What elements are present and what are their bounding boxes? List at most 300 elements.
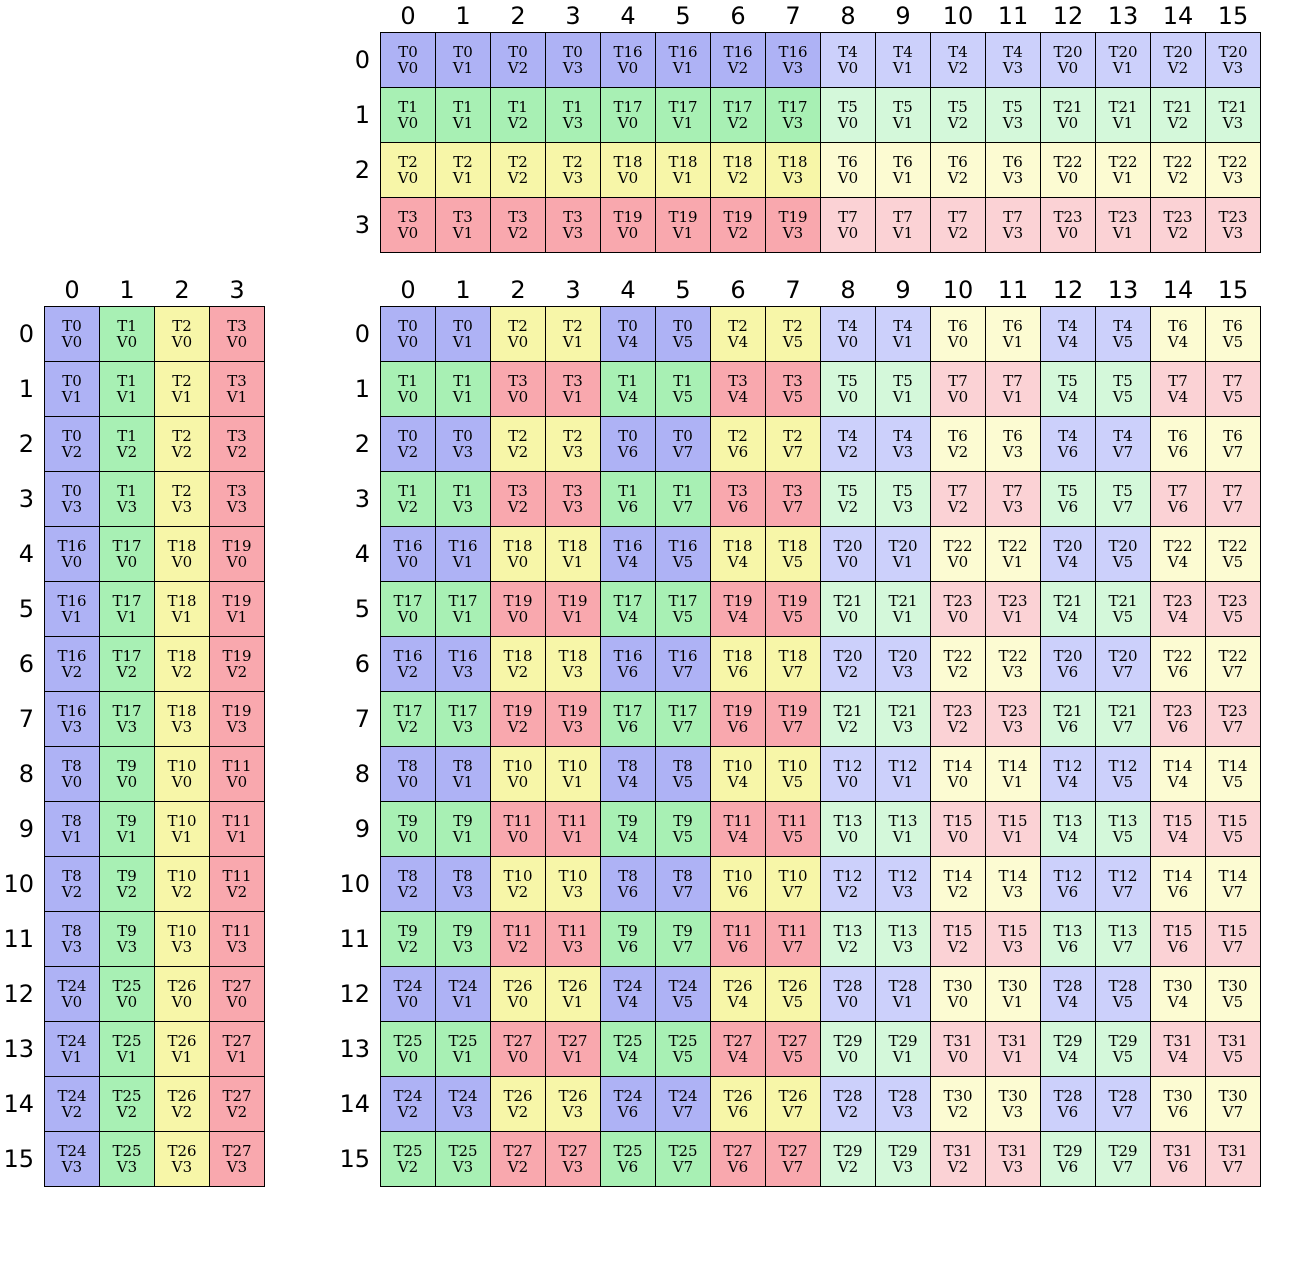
value-label: V1 xyxy=(892,828,914,846)
value-label: V5 xyxy=(1112,993,1134,1011)
thread-label: T1 xyxy=(117,371,137,390)
value-label: V0 xyxy=(397,828,419,846)
top-grid-col-header: 4 xyxy=(620,2,636,30)
left-grid-cell xyxy=(100,362,155,417)
value-label: V2 xyxy=(226,663,248,681)
thread-label: T8 xyxy=(453,866,473,885)
value-label: V1 xyxy=(672,169,694,187)
thread-label: T29 xyxy=(888,1031,918,1050)
thread-label: T4 xyxy=(893,316,913,335)
main-grid-cell xyxy=(986,417,1041,472)
main-grid-cell xyxy=(1151,472,1206,527)
main-grid-cell xyxy=(766,1022,821,1077)
value-label: V0 xyxy=(397,333,419,351)
main-grid-cell xyxy=(931,362,986,417)
main-grid-row-header: 5 xyxy=(354,595,370,623)
main-grid-row-header: 9 xyxy=(354,815,370,843)
thread-label: T26 xyxy=(503,1086,533,1105)
main-grid-cell xyxy=(986,967,1041,1022)
value-label: V1 xyxy=(452,828,474,846)
thread-label: T29 xyxy=(888,1141,918,1160)
thread-label: T19 xyxy=(778,591,808,610)
thread-label: T6 xyxy=(1168,426,1188,445)
left-grid-cell xyxy=(155,362,210,417)
main-grid-cell xyxy=(931,1132,986,1187)
main-grid-cell xyxy=(766,637,821,692)
thread-label: T3 xyxy=(398,207,418,226)
main-grid-cell xyxy=(546,417,601,472)
top-grid-cell xyxy=(656,33,711,88)
top-grid-col-header: 0 xyxy=(400,2,416,30)
main-grid-cell xyxy=(876,527,931,582)
thread-label: T19 xyxy=(222,701,252,720)
thread-label: T20 xyxy=(1108,646,1138,665)
value-label: V3 xyxy=(116,498,138,516)
value-label: V0 xyxy=(397,553,419,571)
value-label: V1 xyxy=(892,608,914,626)
left-grid-row-header: 7 xyxy=(18,705,34,733)
value-label: V1 xyxy=(1112,59,1134,77)
thread-label: T18 xyxy=(503,646,533,665)
left-grid-row xyxy=(0,307,265,362)
value-label: V3 xyxy=(1222,169,1244,187)
value-label: V4 xyxy=(1057,828,1079,846)
main-grid-cell xyxy=(381,1077,436,1132)
main-grid-cell xyxy=(1151,747,1206,802)
value-label: V0 xyxy=(837,773,859,791)
value-label: V7 xyxy=(782,718,804,736)
main-grid-cell xyxy=(711,967,766,1022)
value-label: V1 xyxy=(452,993,474,1011)
top-grid-cell xyxy=(931,88,986,143)
main-grid-cell xyxy=(766,802,821,857)
left-grid-row-header: 14 xyxy=(3,1090,34,1118)
thread-label: T6 xyxy=(948,426,968,445)
thread-label: T7 xyxy=(893,207,913,226)
thread-label: T20 xyxy=(1218,42,1248,61)
value-label: V0 xyxy=(1057,114,1079,132)
thread-label: T7 xyxy=(948,207,968,226)
value-label: V7 xyxy=(1112,663,1134,681)
top-grid-cell xyxy=(766,88,821,143)
value-label: V1 xyxy=(1002,333,1024,351)
top-grid-cell xyxy=(601,33,656,88)
main-grid-cell xyxy=(711,1077,766,1132)
value-label: V5 xyxy=(1222,608,1244,626)
main-grid-cell xyxy=(436,527,491,582)
value-label: V7 xyxy=(672,663,694,681)
left-grid-cell xyxy=(155,912,210,967)
left-grid-cell xyxy=(100,747,155,802)
main-grid-col-header: 5 xyxy=(675,276,691,304)
thread-label: T17 xyxy=(393,591,423,610)
value-label: V0 xyxy=(397,608,419,626)
thread-label: T12 xyxy=(1053,756,1083,775)
thread-label: T5 xyxy=(1058,481,1078,500)
left-grid-cell xyxy=(155,417,210,472)
value-label: V3 xyxy=(452,883,474,901)
value-label: V2 xyxy=(507,1103,529,1121)
thread-label: T14 xyxy=(1218,756,1248,775)
value-label: V2 xyxy=(116,1103,138,1121)
value-label: V3 xyxy=(61,718,83,736)
thread-label: T20 xyxy=(1108,536,1138,555)
thread-label: T22 xyxy=(1163,646,1193,665)
value-label: V2 xyxy=(507,663,529,681)
main-grid-cell xyxy=(986,912,1041,967)
thread-label: T24 xyxy=(57,1086,87,1105)
main-grid-cell xyxy=(656,967,711,1022)
value-label: V2 xyxy=(837,1103,859,1121)
thread-label: T17 xyxy=(723,97,753,116)
top-grid-cell xyxy=(381,33,436,88)
value-label: V6 xyxy=(727,938,749,956)
main-grid-cell xyxy=(436,747,491,802)
top-grid-cell xyxy=(876,198,931,253)
main-grid-cell xyxy=(876,1077,931,1132)
value-label: V1 xyxy=(892,114,914,132)
value-label: V2 xyxy=(947,883,969,901)
main-grid-col-header: 4 xyxy=(620,276,636,304)
value-label: V7 xyxy=(782,1158,804,1176)
value-label: V4 xyxy=(1167,828,1189,846)
main-grid-cell xyxy=(601,1132,656,1187)
value-label: V2 xyxy=(171,443,193,461)
value-label: V6 xyxy=(727,718,749,736)
value-label: V6 xyxy=(617,1103,639,1121)
thread-label: T11 xyxy=(723,921,753,940)
value-label: V1 xyxy=(562,388,584,406)
thread-label: T22 xyxy=(1163,152,1193,171)
main-grid-cell xyxy=(876,1022,931,1077)
main-grid-cell xyxy=(491,417,546,472)
thread-label: T25 xyxy=(112,1086,142,1105)
left-grid-cell xyxy=(45,637,100,692)
thread-label: T12 xyxy=(833,866,863,885)
main-grid-row-header: 14 xyxy=(339,1090,370,1118)
value-label: V1 xyxy=(562,828,584,846)
value-label: V2 xyxy=(947,498,969,516)
main-grid-cell xyxy=(436,802,491,857)
thread-label: T21 xyxy=(833,701,863,720)
thread-label: T20 xyxy=(1108,42,1138,61)
left-grid-cell xyxy=(210,1022,265,1077)
thread-label: T31 xyxy=(1163,1031,1193,1050)
value-label: V7 xyxy=(1112,443,1134,461)
value-label: V2 xyxy=(61,1103,83,1121)
value-label: V1 xyxy=(892,993,914,1011)
thread-label: T0 xyxy=(563,42,583,61)
thread-label: T0 xyxy=(398,42,418,61)
top-grid-cell xyxy=(876,33,931,88)
left-grid-row xyxy=(0,692,265,747)
thread-label: T12 xyxy=(1053,866,1083,885)
main-grid-cell xyxy=(546,472,601,527)
value-label: V1 xyxy=(226,1048,248,1066)
top-grid-cell xyxy=(1151,143,1206,198)
thread-label: T28 xyxy=(888,976,918,995)
value-label: V6 xyxy=(617,938,639,956)
value-label: V3 xyxy=(1002,443,1024,461)
thread-label: T21 xyxy=(1218,97,1248,116)
thread-label: T25 xyxy=(613,1141,643,1160)
thread-label: T2 xyxy=(563,426,583,445)
thread-label: T16 xyxy=(57,591,87,610)
value-label: V2 xyxy=(1167,224,1189,242)
top-grid-cell xyxy=(766,198,821,253)
value-label: V4 xyxy=(1057,333,1079,351)
value-label: V0 xyxy=(947,773,969,791)
thread-label: T1 xyxy=(453,371,473,390)
left-grid xyxy=(0,274,265,1187)
value-label: V2 xyxy=(116,443,138,461)
thread-label: T16 xyxy=(57,646,87,665)
main-grid-cell xyxy=(1206,802,1261,857)
thread-label: T12 xyxy=(888,756,918,775)
value-label: V4 xyxy=(727,773,749,791)
main-grid-cell xyxy=(766,747,821,802)
value-label: V1 xyxy=(1002,773,1024,791)
thread-label: T29 xyxy=(833,1141,863,1160)
value-label: V1 xyxy=(1112,169,1134,187)
thread-label: T17 xyxy=(112,536,142,555)
value-label: V3 xyxy=(892,663,914,681)
left-grid-cell xyxy=(210,967,265,1022)
left-grid-cell xyxy=(155,1022,210,1077)
main-grid-cell xyxy=(381,472,436,527)
thread-label: T29 xyxy=(833,1031,863,1050)
top-grid-col-header: 5 xyxy=(675,2,691,30)
main-grid-cell xyxy=(766,967,821,1022)
thread-label: T11 xyxy=(778,921,808,940)
thread-label: T21 xyxy=(888,591,918,610)
value-label: V2 xyxy=(837,718,859,736)
main-grid-cell xyxy=(656,692,711,747)
thread-label: T2 xyxy=(508,152,528,171)
main-grid-cell xyxy=(1206,307,1261,362)
left-grid-row-header: 4 xyxy=(18,540,34,568)
left-grid-cell xyxy=(155,1132,210,1187)
left-grid-cell xyxy=(210,1132,265,1187)
value-label: V5 xyxy=(672,388,694,406)
value-label: V3 xyxy=(171,718,193,736)
thread-label: T18 xyxy=(723,646,753,665)
value-label: V0 xyxy=(116,553,138,571)
thread-label: T14 xyxy=(1163,866,1193,885)
value-label: V3 xyxy=(226,718,248,736)
main-grid-cell xyxy=(876,582,931,637)
main-grid-cell xyxy=(1206,582,1261,637)
thread-label: T17 xyxy=(448,701,478,720)
thread-label: T25 xyxy=(112,976,142,995)
main-grid-row xyxy=(336,582,1261,637)
value-label: V7 xyxy=(782,443,804,461)
top-grid-cell xyxy=(546,88,601,143)
top-grid-row xyxy=(336,143,1261,198)
main-grid-row xyxy=(336,472,1261,527)
main-grid-row-header: 7 xyxy=(354,705,370,733)
thread-label: T5 xyxy=(893,481,913,500)
main-grid-cell xyxy=(1096,417,1151,472)
main-grid-cell xyxy=(491,582,546,637)
main-grid-row-header: 4 xyxy=(354,540,370,568)
main-grid-cell xyxy=(491,637,546,692)
value-label: V2 xyxy=(727,59,749,77)
left-grid-cell xyxy=(210,472,265,527)
main-grid-row xyxy=(336,747,1261,802)
thread-label: T1 xyxy=(618,481,638,500)
thread-label: T30 xyxy=(998,1086,1028,1105)
thread-label: T21 xyxy=(833,591,863,610)
value-label: V4 xyxy=(727,553,749,571)
thread-label: T13 xyxy=(888,921,918,940)
value-label: V2 xyxy=(837,1158,859,1176)
value-label: V3 xyxy=(892,718,914,736)
main-grid-row-header: 13 xyxy=(339,1035,370,1063)
value-label: V3 xyxy=(226,498,248,516)
thread-label: T8 xyxy=(618,756,638,775)
thread-label: T27 xyxy=(723,1141,753,1160)
value-label: V7 xyxy=(672,498,694,516)
main-grid-cell xyxy=(1151,417,1206,472)
value-label: V2 xyxy=(507,938,529,956)
thread-label: T19 xyxy=(668,207,698,226)
main-grid-cell xyxy=(1206,1132,1261,1187)
main-grid-cell xyxy=(821,1077,876,1132)
left-grid-cell xyxy=(100,527,155,582)
thread-label: T13 xyxy=(1053,921,1083,940)
value-label: V1 xyxy=(226,388,248,406)
main-grid-cell xyxy=(931,747,986,802)
main-grid-cell xyxy=(1041,1132,1096,1187)
left-grid-cell xyxy=(100,417,155,472)
thread-label: T4 xyxy=(838,42,858,61)
thread-label: T2 xyxy=(563,152,583,171)
main-grid-cell xyxy=(546,692,601,747)
thread-label: T15 xyxy=(943,921,973,940)
thread-label: T16 xyxy=(668,536,698,555)
thread-label: T3 xyxy=(508,371,528,390)
value-label: V3 xyxy=(171,498,193,516)
thread-label: T24 xyxy=(668,1086,698,1105)
value-label: V6 xyxy=(617,883,639,901)
value-label: V3 xyxy=(1222,59,1244,77)
main-grid-cell xyxy=(876,857,931,912)
thread-label: T1 xyxy=(398,97,418,116)
value-label: V0 xyxy=(116,773,138,791)
main-grid-cell xyxy=(1041,307,1096,362)
value-label: V5 xyxy=(1112,828,1134,846)
top-grid-cell xyxy=(1151,198,1206,253)
value-label: V7 xyxy=(1222,883,1244,901)
left-grid-cell xyxy=(155,747,210,802)
thread-label: T2 xyxy=(783,426,803,445)
value-label: V3 xyxy=(782,114,804,132)
left-grid-cell xyxy=(100,307,155,362)
thread-label: T19 xyxy=(723,591,753,610)
top-grid-cell xyxy=(1041,33,1096,88)
value-label: V1 xyxy=(452,169,474,187)
thread-label: T18 xyxy=(613,152,643,171)
main-grid-cell xyxy=(931,527,986,582)
value-label: V5 xyxy=(782,1048,804,1066)
thread-label: T6 xyxy=(1003,426,1023,445)
value-label: V2 xyxy=(947,59,969,77)
top-grid-cell xyxy=(986,88,1041,143)
thread-label: T6 xyxy=(1223,426,1243,445)
top-grid-cell xyxy=(436,33,491,88)
thread-label: T26 xyxy=(558,976,588,995)
value-label: V6 xyxy=(1057,1158,1079,1176)
thread-label: T13 xyxy=(833,921,863,940)
main-grid-cell xyxy=(931,1077,986,1132)
main-grid-cell xyxy=(876,802,931,857)
main-grid-row xyxy=(336,1022,1261,1077)
main-grid-cell xyxy=(656,637,711,692)
left-grid-cell xyxy=(155,472,210,527)
main-grid-col-header: 14 xyxy=(1162,276,1194,304)
value-label: V7 xyxy=(1222,443,1244,461)
top-grid-cell xyxy=(601,143,656,198)
main-grid-col-header: 12 xyxy=(1052,276,1084,304)
main-grid-cell xyxy=(876,472,931,527)
main-grid-cell xyxy=(436,912,491,967)
thread-label: T21 xyxy=(1108,701,1138,720)
main-grid-col-header: 8 xyxy=(840,276,856,304)
value-label: V1 xyxy=(672,59,694,77)
thread-label: T10 xyxy=(723,756,753,775)
main-grid-cell xyxy=(491,747,546,802)
left-grid-cell xyxy=(45,912,100,967)
value-label: V2 xyxy=(947,443,969,461)
main-grid-cell xyxy=(711,307,766,362)
main-grid-corner xyxy=(336,274,381,307)
value-label: V5 xyxy=(672,773,694,791)
top-grid-row-header: 0 xyxy=(354,46,370,74)
thread-label: T3 xyxy=(227,481,247,500)
value-label: V0 xyxy=(507,388,529,406)
thread-label: T12 xyxy=(1108,866,1138,885)
left-grid-row-header: 0 xyxy=(18,320,34,348)
value-label: V5 xyxy=(1222,333,1244,351)
thread-label: T0 xyxy=(453,426,473,445)
value-label: V7 xyxy=(672,1103,694,1121)
main-grid-cell xyxy=(656,527,711,582)
top-grid-cell xyxy=(876,143,931,198)
value-label: V2 xyxy=(837,498,859,516)
main-grid-cell xyxy=(876,1132,931,1187)
main-grid-cell xyxy=(1041,747,1096,802)
main-grid-cell xyxy=(656,417,711,472)
main-grid-cell xyxy=(1206,472,1261,527)
thread-label: T7 xyxy=(1168,371,1188,390)
main-grid-cell xyxy=(601,692,656,747)
main-grid-cell xyxy=(711,527,766,582)
value-label: V6 xyxy=(1057,883,1079,901)
value-label: V0 xyxy=(947,388,969,406)
value-label: V2 xyxy=(947,114,969,132)
left-grid-cell xyxy=(100,1077,155,1132)
main-grid-cell xyxy=(766,1077,821,1132)
left-grid-row-header: 8 xyxy=(18,760,34,788)
main-grid-cell xyxy=(821,857,876,912)
thread-label: T2 xyxy=(172,426,192,445)
thread-label: T31 xyxy=(1218,1031,1248,1050)
main-grid-row-header: 2 xyxy=(354,430,370,458)
main-grid-cell xyxy=(986,857,1041,912)
main-grid-cell xyxy=(986,692,1041,747)
thread-label: T21 xyxy=(1053,591,1083,610)
